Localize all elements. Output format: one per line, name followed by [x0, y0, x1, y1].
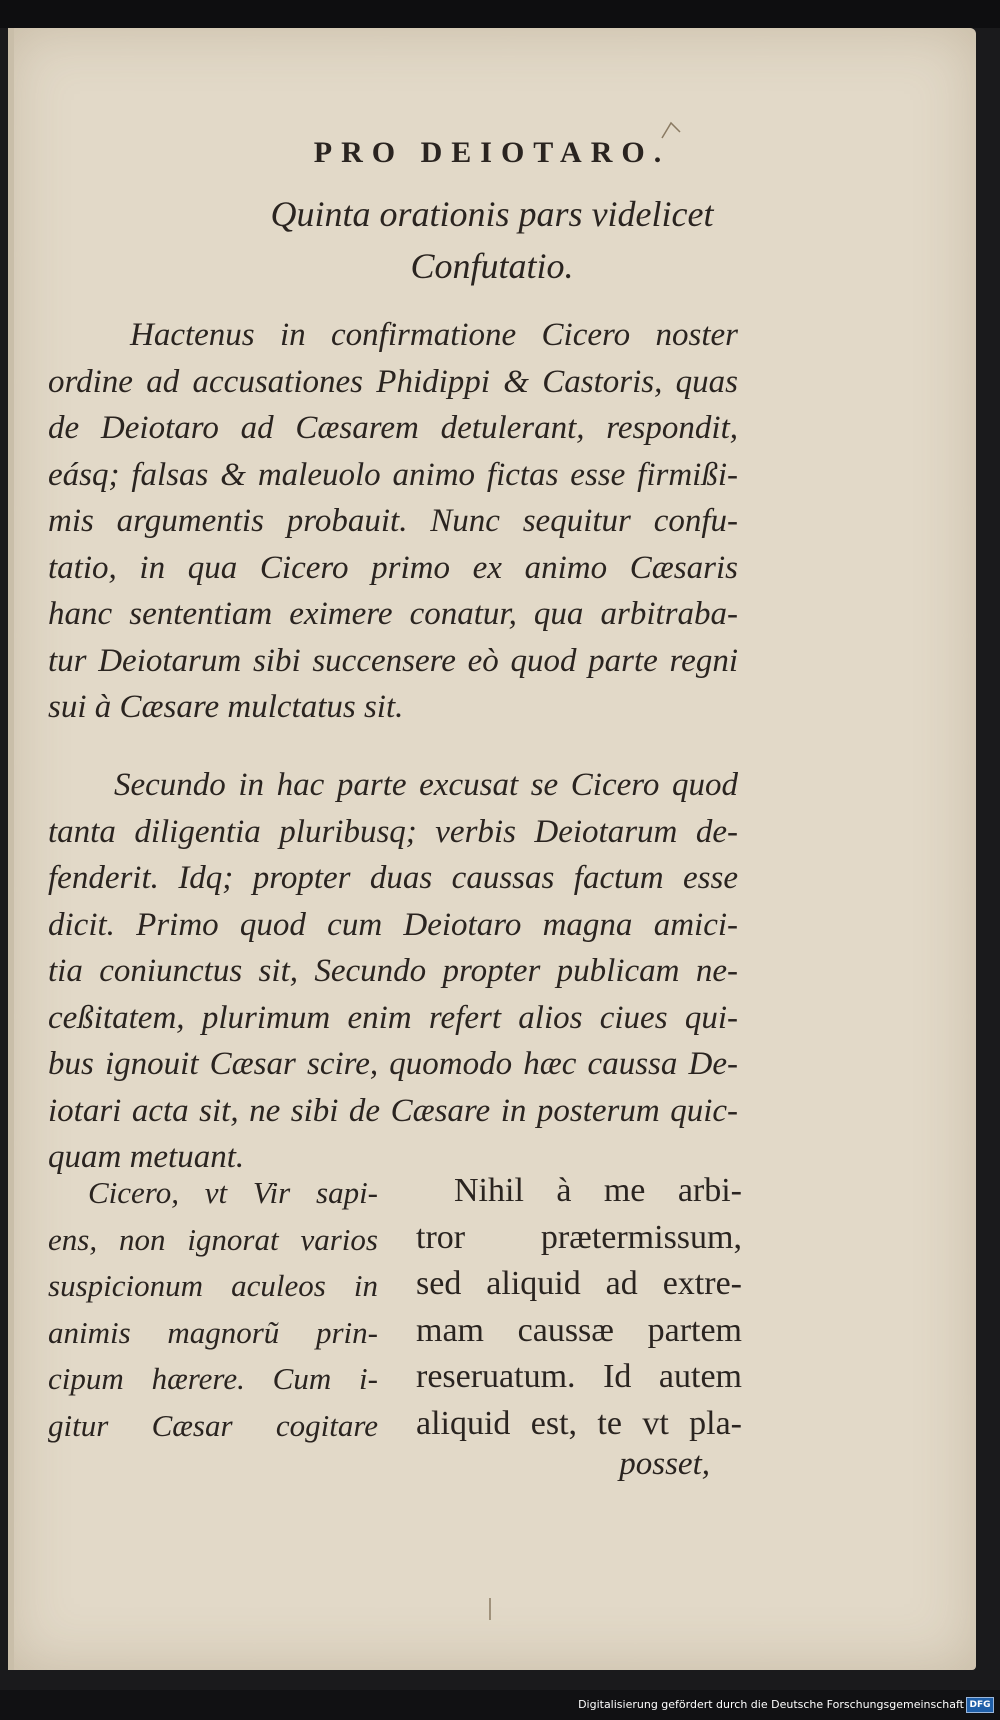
text-line: cipum hærere. Cum i-: [48, 1361, 378, 1396]
text-line: quam metuant.: [48, 1139, 245, 1175]
text-line: sui à Cæsare mulctatus sit.: [48, 689, 404, 725]
page-edge: [8, 28, 14, 1670]
text-line: animis magnorũ prin-: [48, 1314, 378, 1350]
text-line: dicit. Primo quod cum Deiotaro magna amici-: [48, 906, 738, 943]
text-line: gitur Cæsar cogitare: [48, 1407, 378, 1443]
cicero-text-column: [416, 1168, 742, 1447]
paper-mark: [488, 1598, 492, 1620]
text-line: tatio, in qua Cicero primo ex animo Cæsaris: [48, 549, 738, 586]
text-line: de Deiotaro ad Cæsarem detulerant, respondit,: [48, 410, 738, 446]
text-line: iotari acta sit, ne sibi de Cæsare in posterum quic-: [48, 1092, 738, 1129]
text-line: tanta diligentia pluribusq; verbis Deiotarum de-: [48, 813, 738, 850]
text-line: tror prætermissum,: [416, 1218, 742, 1256]
text-line: Secundo in hac parte excusat se Cicero quod: [114, 767, 738, 803]
text-line: hanc sententiam eximere conatur, qua arbitraba-: [48, 596, 738, 632]
text-line: eásq; falsas & maleuolo animo fictas esse firmißi-: [48, 456, 738, 493]
paragraph-secundo: [48, 762, 738, 1181]
text-line: aliquid est, te vt pla-: [416, 1404, 742, 1442]
text-line: ceßitatem, plurimum enim refert alios ciues qui-: [48, 999, 738, 1036]
commentary-column: [48, 1170, 378, 1449]
text-line: Nihil à me arbi-: [454, 1172, 742, 1209]
text-line: sed aliquid ad extre-: [416, 1265, 742, 1302]
text-line: suspicionum aculeos in: [48, 1268, 378, 1303]
dfg-logo-icon: DFG: [966, 1697, 994, 1713]
footer-credit: Digitalisierung gefördert durch die Deutsche Forschungsgemeinschaft: [578, 1698, 964, 1711]
scan-top-border: [0, 0, 1000, 28]
catchword: posset,: [619, 1446, 710, 1482]
section-title: [8, 188, 976, 292]
text-line: ordine ad accusationes Phidippi & Castoris, quas: [48, 363, 738, 400]
text-line: mam caussæ partem: [416, 1311, 742, 1349]
text-line: mis argumentis probauit. Nunc sequitur confu-: [48, 503, 738, 539]
text-line: Hactenus in confirmatione Cicero noster: [130, 317, 738, 353]
text-line: bus ignouit Cæsar scire, quomodo hæc caussa De-: [48, 1046, 738, 1082]
text-line: tia coniunctus sit, Secundo propter publicam ne-: [48, 953, 738, 989]
section-title-line: Confutatio.: [410, 246, 574, 286]
text-line: reseruatum. Id autem: [416, 1358, 742, 1395]
text-line: tur Deiotarum sibi succensere eò quod parte regni: [48, 642, 738, 679]
text-line: ens, non ignorat varios: [48, 1221, 378, 1257]
section-title-line: Quinta orationis pars videlicet: [270, 194, 714, 234]
book-page: [8, 28, 976, 1670]
running-head: PRO DEIOTARO.: [313, 136, 671, 169]
text-line: fenderit. Idq; propter duas caussas factum esse: [48, 860, 738, 896]
paragraph-confutatio-intro: [48, 312, 738, 731]
text-line: Cicero, vt Vir sapi-: [88, 1175, 378, 1210]
